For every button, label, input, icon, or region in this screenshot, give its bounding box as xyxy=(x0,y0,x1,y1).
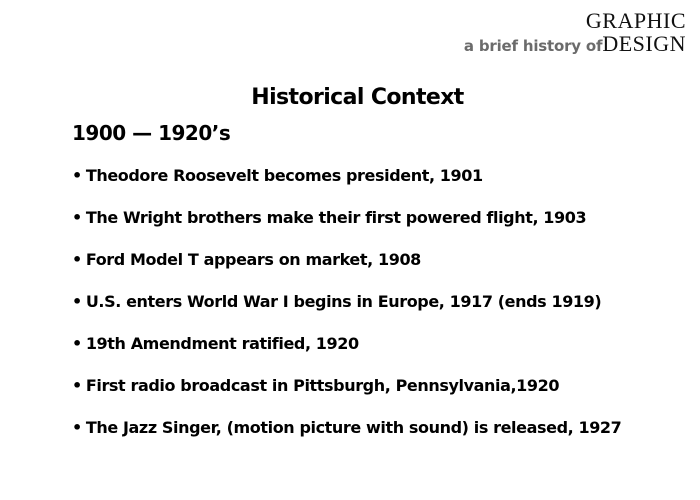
event-text: 19th Amendment ratified, 1920 xyxy=(85,334,359,353)
list-item xyxy=(72,207,621,249)
brand-title-line2 xyxy=(464,33,686,55)
event-text: The Jazz Singer, (motion picture with sound) is released, 1927 xyxy=(85,418,622,437)
event-text: The Wright brothers make their first powered flight, 1903 xyxy=(85,208,587,227)
event-list xyxy=(72,165,621,459)
event-text: First radio broadcast in Pittsburgh, Pennsylvania,1920 xyxy=(85,376,560,395)
list-item xyxy=(72,333,621,375)
list-item xyxy=(72,417,621,459)
bullet-icon: • xyxy=(72,418,82,437)
event-text: Ford Model T appears on market, 1908 xyxy=(85,250,421,269)
event-text: Theodore Roosevelt becomes president, 1901 xyxy=(85,166,483,185)
list-item xyxy=(72,249,621,291)
brand-header xyxy=(464,10,686,55)
slide-title: Historical Context xyxy=(251,85,464,110)
event-text: U.S. enters World War I begins in Europe, 1917 (ends 1919) xyxy=(85,292,602,311)
bullet-icon: • xyxy=(72,292,82,311)
list-item xyxy=(72,291,621,333)
period-subtitle: 1900 — 1920’s xyxy=(72,121,231,145)
brand-subtitle-prefix: a brief history of xyxy=(463,37,603,55)
bullet-icon: • xyxy=(72,376,82,395)
bullet-icon: • xyxy=(72,334,82,353)
list-item xyxy=(72,165,621,207)
bullet-icon: • xyxy=(72,166,82,185)
brand-title-line1: GRAPHIC xyxy=(585,8,686,33)
brand-title-word: DESIGN xyxy=(602,31,686,56)
bullet-icon: • xyxy=(72,208,82,227)
list-item xyxy=(72,375,621,417)
bullet-icon: • xyxy=(72,250,82,269)
